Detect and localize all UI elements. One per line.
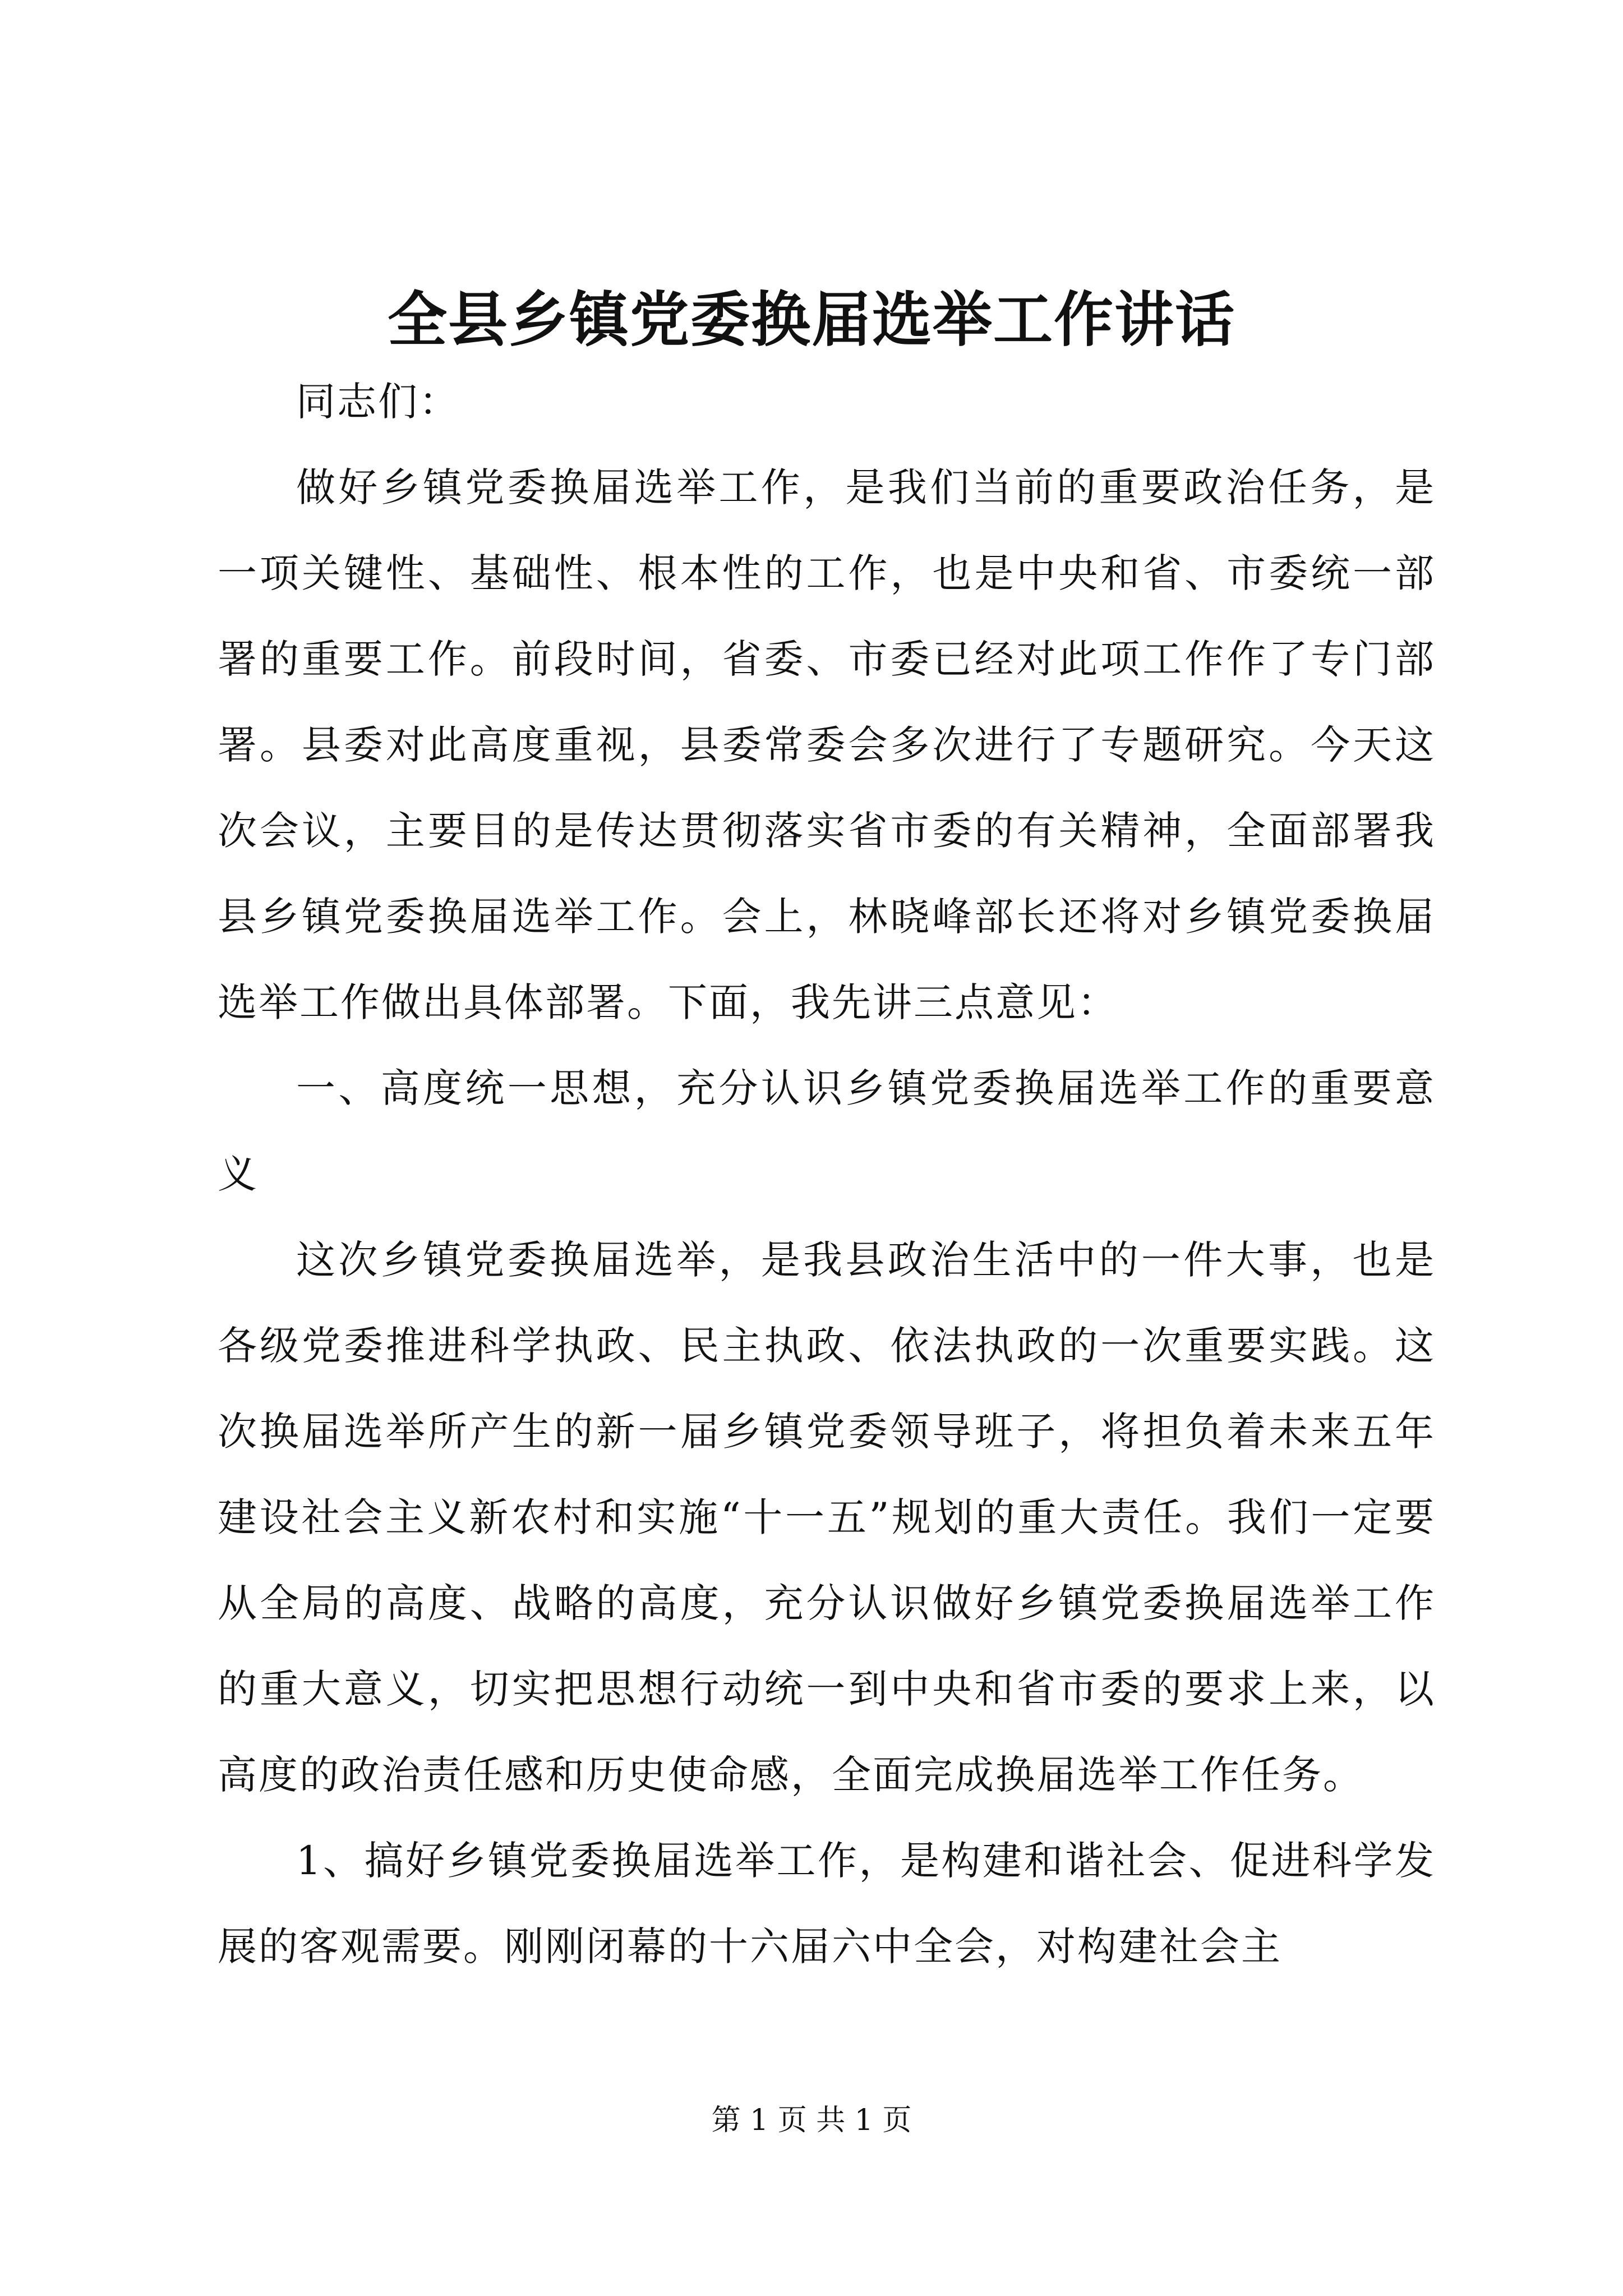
section-1-paragraph: 这次乡镇党委换届选举，是我县政治生活中的一件大事，也是各级党委推进科学执政、民主执政、依法执政的一次重要实践。这次换届选举所产生的新一届乡镇党委领导班子，将担负着未来五年建设社会主义新农村和实施“十一五”规划的重大责任。我们一定要从全局的高度、战略的高度，充分认识做好乡镇党委换届选举工作的重大意义，切实把思想行动统一到中央和省市委的要求上来，以高度的政治责任感和历史使命感，全面完成换届选举工作任务。 bbox=[218, 1237, 1436, 1798]
page-footer: 第 1 页 共 1 页 bbox=[711, 2104, 912, 2137]
document-body bbox=[218, 359, 1436, 1990]
intro-paragraph: 做好乡镇党委换届选举工作，是我们当前的重要政治任务，是一项关键性、基础性、根本性的工作，也是中央和省、市委统一部署的重要工作。前段时间，省委、市委已经对此项工作作了专门部署。县委对此高度重视，县委常委会多次进行了专题研究。今天这次会议，主要目的是传达贯彻落实省市委的有关精神，全面部署我县乡镇党委换届选举工作。会上，林晓峰部长还将对乡镇党委换届选举工作做出具体部署。下面，我先讲三点意见： bbox=[218, 464, 1436, 1025]
document-title: 全县乡镇党委换届选举工作讲话 bbox=[388, 284, 1235, 355]
salutation-paragraph: 同志们： bbox=[296, 379, 460, 425]
section-heading-1: 一、高度统一思想，充分认识乡镇党委换届选举工作的重要意义 bbox=[218, 1065, 1436, 1197]
point-1-paragraph: 1、搞好乡镇党委换届选举工作，是构建和谐社会、促进科学发展的客观需要。刚刚闭幕的十六届六中全会，对构建社会主 bbox=[218, 1838, 1436, 1970]
